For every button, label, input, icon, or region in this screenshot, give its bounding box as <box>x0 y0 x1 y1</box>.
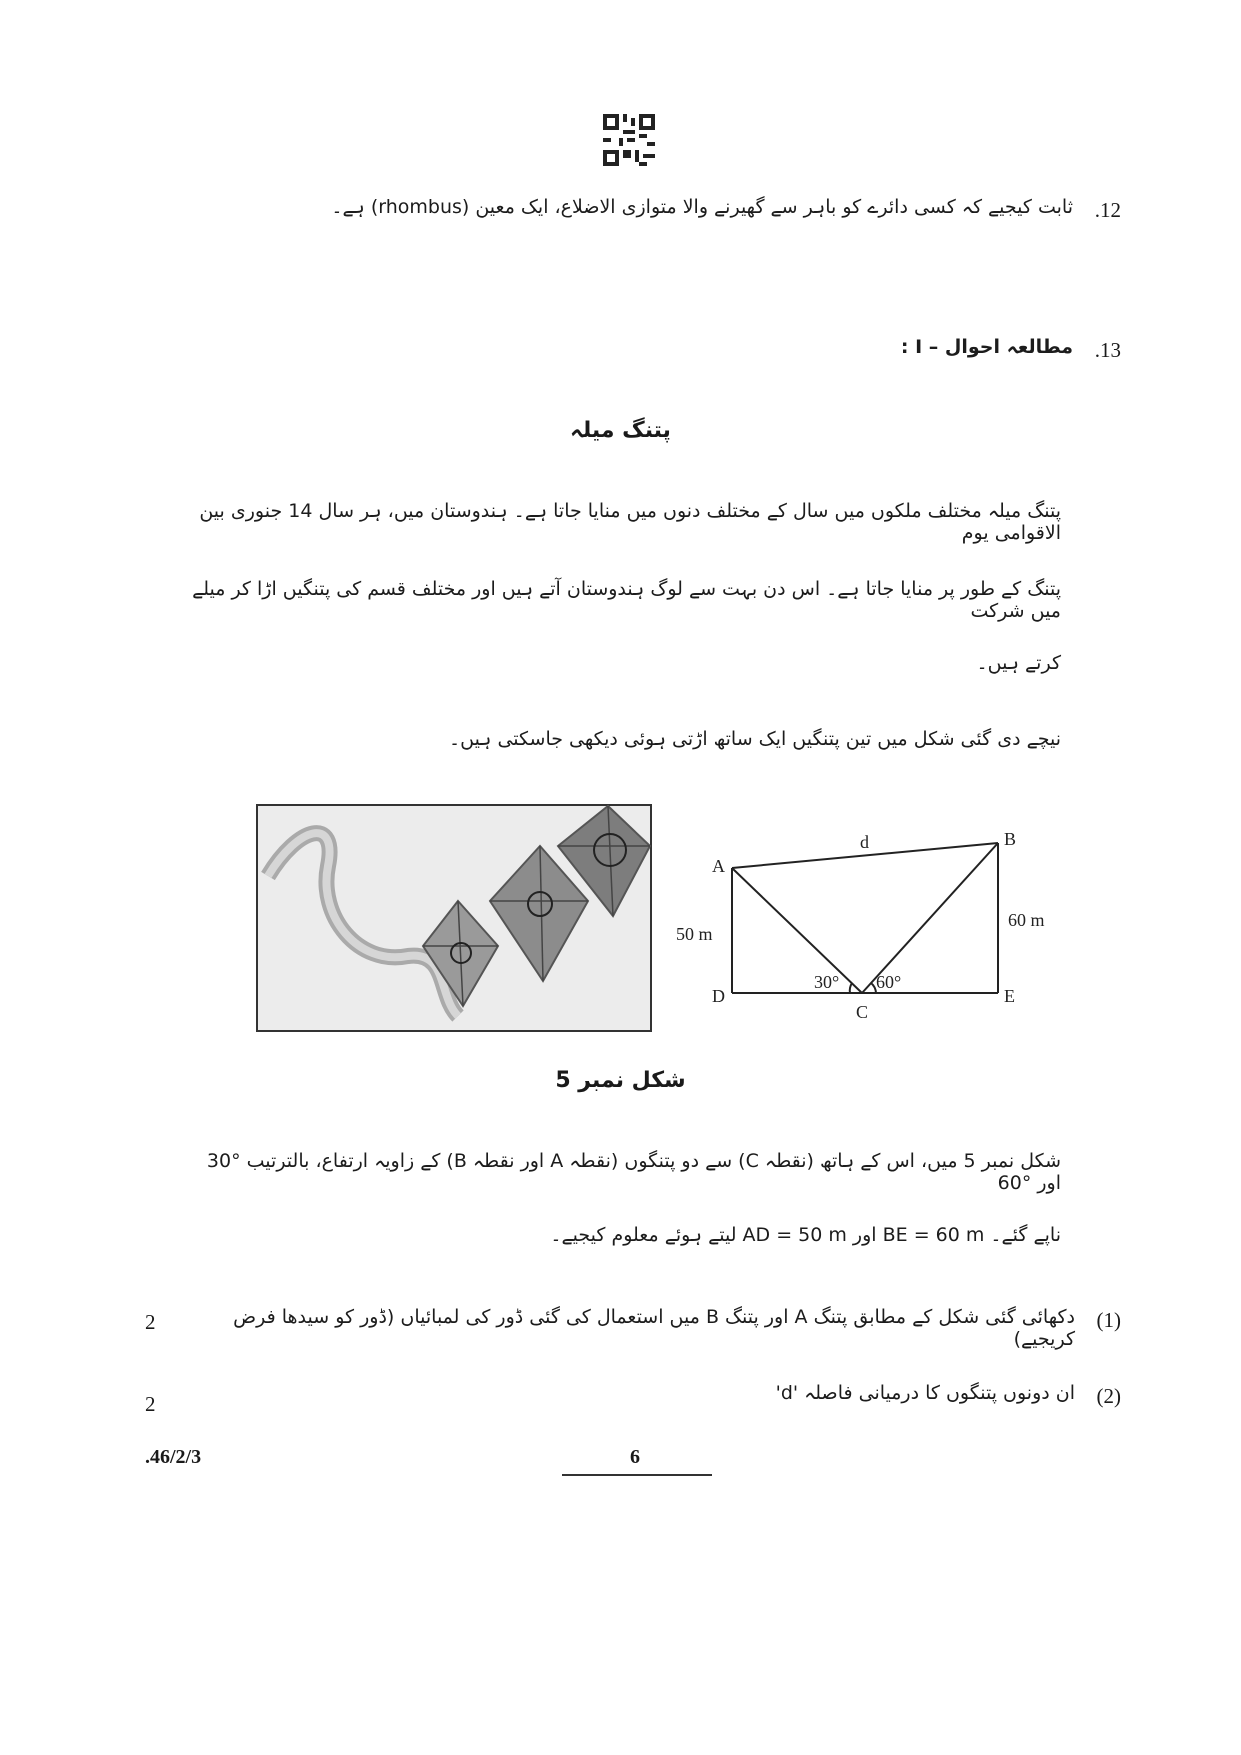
case-study-label: مطالعہ احوال – I : <box>900 336 1073 358</box>
distance-d-label: d <box>860 832 869 852</box>
subquestion-2-marks: 2 <box>145 1392 156 1416</box>
point-E-label: E <box>1004 986 1015 1006</box>
paragraph-line-4: نیچے دی گئی شکل میں تین پتنگیں ایک ساتھ اڑتی ہوئی دیکھی جاسکتی ہیں۔ <box>448 728 1061 750</box>
figure-caption: شکل نمبر 5 <box>555 1068 686 1093</box>
question-12-number: .12 <box>1094 198 1121 222</box>
geometry-diagram <box>676 812 1080 1042</box>
angle-30-label: 30° <box>814 972 840 992</box>
point-D-label: D <box>712 986 725 1006</box>
page-number: 6 <box>630 1446 640 1468</box>
paragraph-line-3: کرتے ہیں۔ <box>976 652 1061 674</box>
point-B-label: B <box>1004 829 1017 849</box>
angle-arc-30 <box>850 983 852 993</box>
subquestion-1-text: دکھائی گئی شکل کے مطابق پتنگ A اور پتنگ B میں استعمال کی گئی ڈور کی لمبائیاں (ڈور کو سیدھا فرض کریجیے) <box>233 1306 1075 1350</box>
paragraph-line-1: پتنگ میلہ مختلف ملکوں میں سال کے مختلف دنوں میں منایا جاتا ہے۔ ہندوستان میں، ہر سال 14 جنوری بین الاقوامی یوم <box>199 500 1061 544</box>
string-AC <box>732 868 862 993</box>
question-12-text: ثابت کیجیے کہ کسی دائرے کو باہر سے گھیرنے والا متوازی الاضلاع، ایک معین (rhombus) ہے۔ <box>331 196 1073 218</box>
angle-60-label: 60° <box>876 972 902 992</box>
description-line-1: شکل نمبر 5 میں، اس کے ہاتھ (نقطہ C) سے دو پتنگوں (نقطہ A اور نقطہ B) کے زاویہ ارتفاع، بالترتیب °30 اور °60 <box>206 1150 1061 1194</box>
subquestion-2-text: ان دونوں پتنگوں کا درمیانی فاصلہ 'd' <box>775 1382 1075 1404</box>
point-C-label: C <box>856 1002 869 1022</box>
point-A-label: A <box>712 856 725 876</box>
length-BE-label: 60 m <box>1008 910 1045 930</box>
subquestion-1-number: (1) <box>1096 1308 1121 1332</box>
qr-code <box>603 114 655 166</box>
kites-photo <box>256 804 652 1032</box>
page-number-underline <box>562 1474 712 1476</box>
string-BC <box>862 843 998 993</box>
subquestion-2-number: (2) <box>1096 1384 1121 1408</box>
description-line-2: ناپے گئے۔ BE = 60 m اور AD = 50 m لیتے ہوئے معلوم کیجیے۔ <box>550 1224 1061 1246</box>
length-AD-label: 50 m <box>676 924 713 944</box>
case-study-title: پتنگ میلہ <box>570 418 671 443</box>
paper-code: .46/2/3 <box>145 1446 202 1468</box>
subquestion-1-marks: 2 <box>145 1310 156 1334</box>
paragraph-line-2: پتنگ کے طور پر منایا جاتا ہے۔ اس دن بہت سے لوگ ہندوستان آتے ہیں اور مختلف قسم کی پتنگیں اڑا کر میلے میں شرکت <box>192 578 1061 622</box>
question-13-number: .13 <box>1094 338 1121 362</box>
